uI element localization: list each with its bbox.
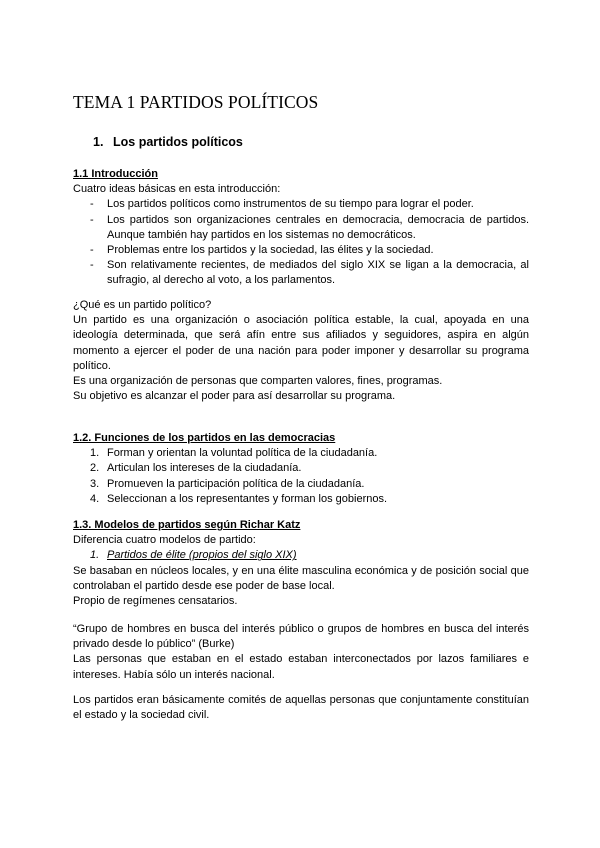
definition-question: ¿Qué es un partido político? [73,299,212,311]
list-number: 2. [90,462,100,475]
list-item [73,492,529,507]
list-item [73,461,529,476]
section-number: 1. [93,135,104,149]
list-text: Articulan los intereses de la ciudadanía. [107,462,302,475]
intro-heading: 1.1 Introducción [73,168,158,180]
paragraph: Un partido es una organización o asociación política estable, la cual, apoyada en una ideología determinada, que será afín entre sus afiliados y seguidores, aspira en algún momento a ejercer el poder de una nación para poder imponer y desarrollar su programa político. [73,314,529,372]
models-section [73,518,529,609]
functions-list [73,446,529,507]
list-item: - Los partidos son organizaciones centrales en democracia, democracia de partidos. Aunque también hay partidos en los sistemas no democráticos. [73,213,529,243]
paragraph: Las personas que estaban en el estado estaban interconectados por lazos familiares e intereses. Había sólo un interés nacional. [73,653,529,681]
section-heading [93,135,243,149]
paragraph: Es una organización de personas que comparten valores, fines, programas. [73,375,443,388]
paragraph: Se basaban en núcleos locales, y en una élite masculina económica y de posición social que controlaban el partido desde ese poder de base local. [73,564,529,592]
list-number: 4. [90,492,100,505]
functions-section [73,431,529,507]
list-text: Forman y orientan la voluntad política de la ciudadanía. [107,447,378,460]
list-number: 1. [90,447,100,460]
quote-section [73,622,529,683]
list-item [73,477,529,492]
list-item: - Son relativamente recientes, de mediados del siglo XIX se ligan a la democracia, al sufragio, al derecho al voto, a los parlamentos. [73,258,529,288]
quote: “Grupo de hombres en busca del interés público o grupos de hombres en busca del interés privado desde lo público” (Burke) [73,623,529,651]
models-heading: 1.3. Modelos de partidos según Richar Katz [73,519,301,531]
list-number: 1. [90,549,100,562]
list-text: Promueven la participación política de la ciudadanía. [107,477,365,490]
list-item [73,548,529,563]
intro-section [73,167,529,289]
page-title: TEMA 1 PARTIDOS POLÍTICOS [73,92,319,112]
paragraph: Los partidos eran básicamente comités de aquellas personas que conjuntamente constituían el estado y la sociedad civil. [73,694,529,722]
functions-heading: 1.2. Funciones de los partidos en las democracias [73,432,336,444]
paragraph: Su objetivo es alcanzar el poder para así desarrollar su programa. [73,390,396,403]
list-text: Partidos de élite (propios del siglo XIX) [107,549,297,562]
list-item: - Los partidos políticos como instrumentos de su tiempo para lograr el poder. [73,197,529,212]
models-lead: Diferencia cuatro modelos de partido: [73,534,256,547]
list-item: - Problemas entre los partidos y la sociedad, las élites y la sociedad. [73,243,529,258]
intro-list [73,197,529,288]
list-number: 3. [90,477,100,490]
intro-lead: Cuatro ideas básicas en esta introducción: [73,183,281,196]
list-item [73,446,529,461]
closing-section [73,693,529,723]
definition-section [73,298,529,404]
list-text: Seleccionan a los representantes y forman los gobiernos. [107,492,388,505]
paragraph: Propio de regímenes censatarios. [73,595,238,608]
section-heading-text: Los partidos políticos [113,135,243,149]
